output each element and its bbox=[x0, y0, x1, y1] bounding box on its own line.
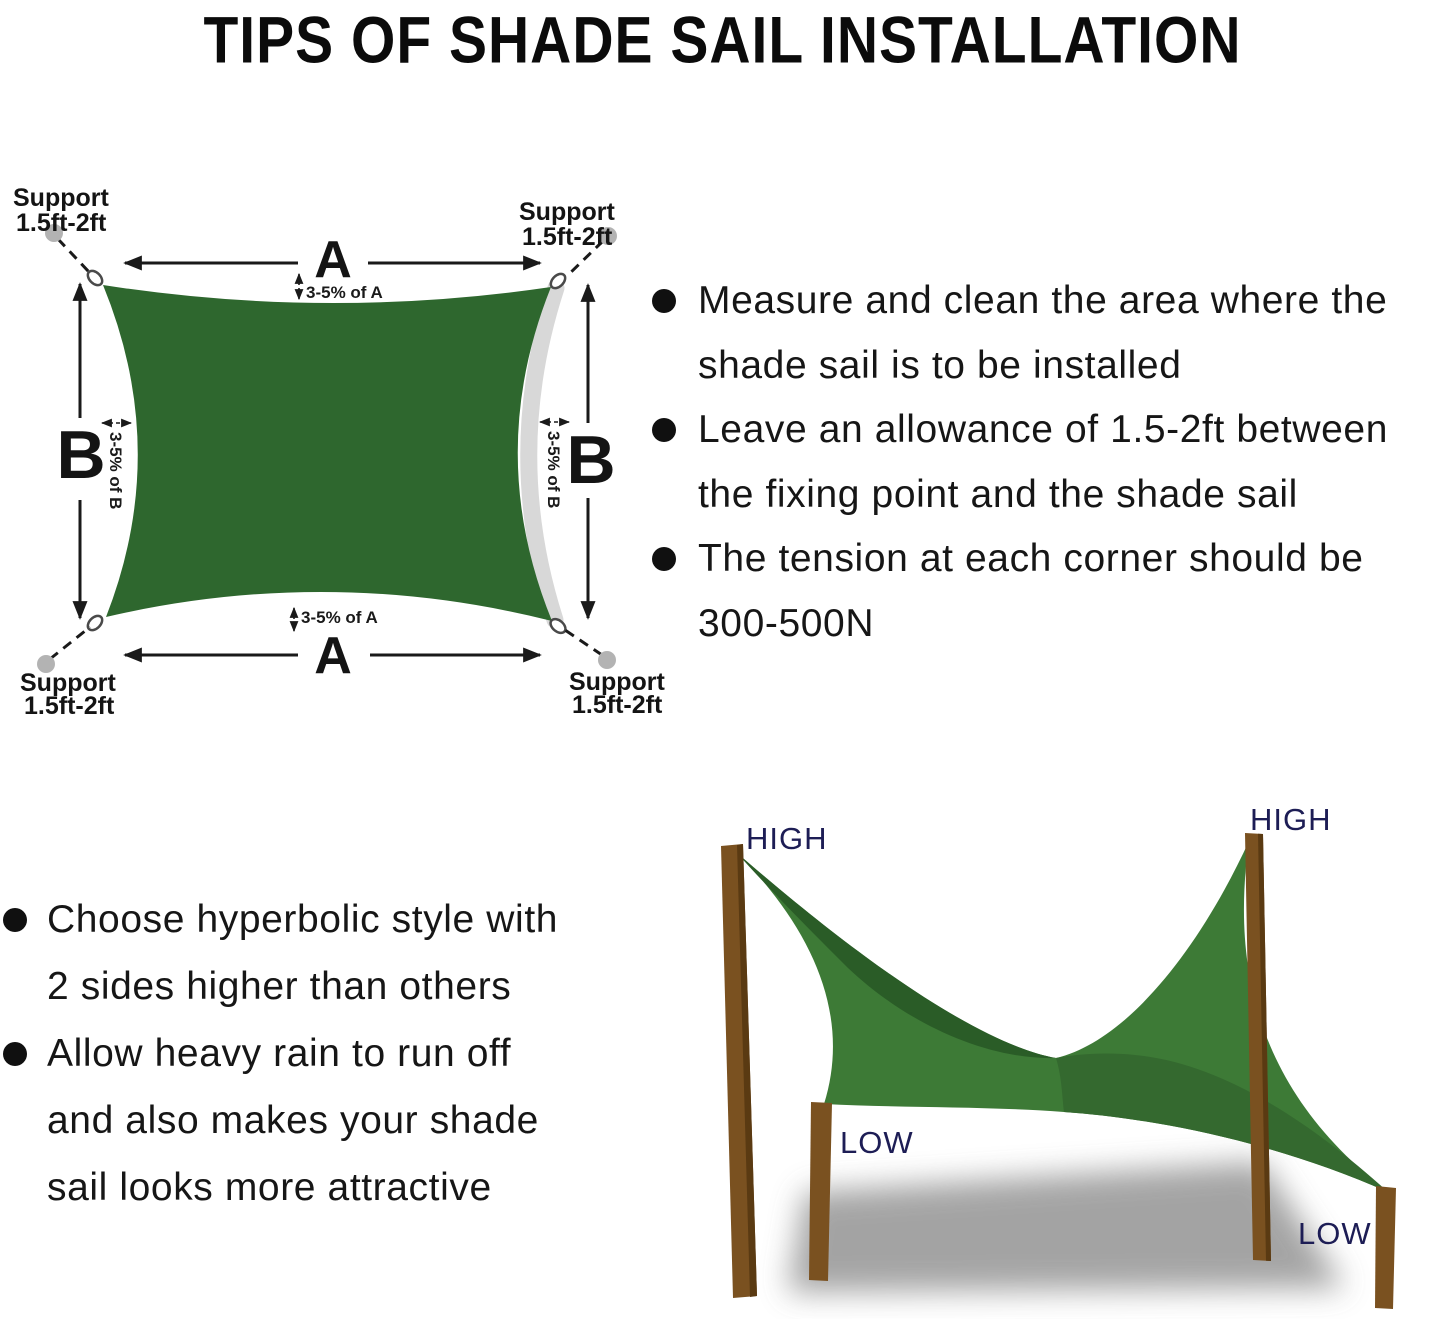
tip-text: Leave an allowance of 1.5-2ft between bbox=[698, 408, 1388, 452]
list-item bbox=[3, 886, 648, 953]
support-label-top-right-2: 1.5ft-2ft bbox=[522, 223, 613, 251]
support-label-top-left-1: Support bbox=[13, 184, 109, 212]
sag-label-a-bottom: 3-5% of A bbox=[301, 608, 378, 627]
low-label-right: LOW bbox=[1298, 1216, 1372, 1251]
page-title: TIPS OF SHADE SAIL INSTALLATION bbox=[203, 3, 1242, 78]
tip-text: shade sail is to be installed bbox=[698, 343, 1182, 387]
support-label-bottom-left-1: Support bbox=[20, 669, 116, 697]
list-item bbox=[3, 953, 648, 1020]
tip-text: Measure and clean the area where the bbox=[698, 279, 1388, 323]
tip-text: and also makes your shade bbox=[47, 1098, 539, 1142]
high-label-left: HIGH bbox=[746, 821, 828, 856]
list-item bbox=[3, 1087, 648, 1154]
list-item bbox=[3, 1154, 648, 1221]
low-label-left: LOW bbox=[840, 1125, 914, 1160]
hyperbolic-installation-illustration bbox=[700, 778, 1445, 1319]
tether-bottom-left bbox=[50, 627, 90, 659]
dim-label-b-right: B bbox=[566, 422, 616, 498]
tip-text: 300-500N bbox=[698, 601, 875, 645]
dim-label-a-bottom: A bbox=[314, 627, 352, 685]
shade-sail-shape bbox=[103, 285, 552, 621]
support-label-top-left-2: 1.5ft-2ft bbox=[16, 209, 107, 237]
bullet-icon bbox=[652, 418, 676, 442]
list-item bbox=[652, 592, 1445, 657]
corner-ring-bottom-left bbox=[85, 613, 105, 633]
tip-text: The tension at each corner should be bbox=[698, 537, 1364, 581]
hyperbolic-tips-list bbox=[3, 886, 648, 1221]
sag-label-b-right: 3-5% of B bbox=[544, 431, 563, 509]
list-item bbox=[652, 463, 1445, 528]
list-item bbox=[652, 398, 1445, 463]
tip-text: sail looks more attractive bbox=[47, 1165, 492, 1209]
support-label-bottom-right-2: 1.5ft-2ft bbox=[572, 691, 663, 719]
support-label-bottom-right-1: Support bbox=[569, 668, 665, 696]
tip-text: Allow heavy rain to run off bbox=[47, 1031, 512, 1075]
support-point-bottom-right bbox=[598, 651, 616, 669]
sag-label-b-left: 3-5% of B bbox=[106, 432, 125, 510]
support-label-top-right-1: Support bbox=[519, 198, 615, 226]
list-item bbox=[3, 1020, 648, 1087]
bullet-icon bbox=[3, 908, 27, 932]
bullet-icon bbox=[3, 1042, 27, 1066]
bullet-icon bbox=[652, 547, 676, 571]
tether-top-left bbox=[58, 239, 89, 272]
installation-tips-list bbox=[652, 269, 1445, 656]
list-item bbox=[652, 527, 1445, 592]
shade-sail-measurement-diagram bbox=[0, 160, 680, 760]
tip-text: the fixing point and the shade sail bbox=[698, 472, 1298, 516]
support-label-bottom-left-2: 1.5ft-2ft bbox=[24, 692, 115, 720]
post-short-left bbox=[809, 1102, 832, 1281]
post-short-right bbox=[1375, 1186, 1396, 1309]
tip-text: Choose hyperbolic style with bbox=[47, 897, 559, 941]
bullet-icon bbox=[652, 289, 676, 313]
sag-label-a-top: 3-5% of A bbox=[306, 283, 383, 302]
list-item bbox=[652, 269, 1445, 334]
tether-bottom-right bbox=[565, 630, 602, 655]
high-label-right: HIGH bbox=[1250, 802, 1332, 837]
dim-label-b-left: B bbox=[56, 417, 106, 493]
list-item bbox=[652, 334, 1445, 399]
dim-label-a-top: A bbox=[314, 231, 352, 289]
tip-text: 2 sides higher than others bbox=[47, 964, 512, 1008]
